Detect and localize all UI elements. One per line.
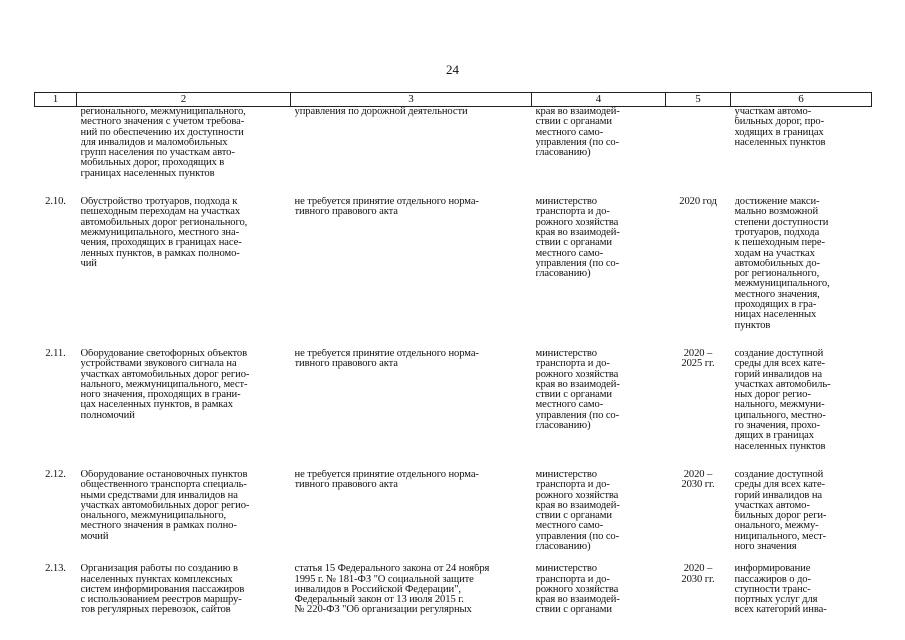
table-row xyxy=(35,196,872,331)
page-number: 24 xyxy=(446,62,459,77)
row-spacer xyxy=(35,552,872,563)
row-number: 2.12. xyxy=(45,469,66,480)
table-header-row xyxy=(35,93,872,107)
expected-result: создание доступной среды для всех кате- горий инвалидов на участках автомо- бильных дорог реги- онального, межму- ниципального, мест- ного значения xyxy=(734,469,827,552)
column-header: 6 xyxy=(731,93,872,107)
measure-name: Оборудование светофорных объектов устройствами звукового сигнала на участках автомобильных дорог регио- нального, межмуниципального, мест- ного значения, проходящих в грани- цах населенных пунктов, в рамках полномочий xyxy=(80,348,250,421)
responsible-executor: министерство транспорта и до- рожного хозяйства края во взаимодей- ствии с органами местного само- управления (по со- гласованию) xyxy=(535,348,620,432)
column-header: 2 xyxy=(77,93,291,107)
implementation-term: 2020 – 2025 гг. xyxy=(681,348,715,370)
column-header: 4 xyxy=(532,93,666,107)
column-header: 1 xyxy=(35,93,77,107)
responsible-executor: министерство транспорта и до- рожного хозяйства края во взаимодей- ствии с органами местного само- управления (по со- гласованию) xyxy=(535,469,620,552)
responsible-executor: края во взаимодей- ствии с органами местного само- управления (по со- гласованию) xyxy=(535,107,620,159)
legal-basis: не требуется принятие отдельного норма- тивного правового акта xyxy=(294,197,479,218)
table-row xyxy=(35,348,872,452)
row-spacer-cell xyxy=(35,452,872,469)
legal-basis: не требуется принятие отдельного норма- тивного правового акта xyxy=(294,348,479,370)
measure-name: Обустройство тротуаров, подхода к пешеходным переходам на участках автомобильных дорог регионального, межмуниципального, местного зна- чения, проходящих в границах насе- ленных пунктов, в рамках полномо- чий xyxy=(80,197,248,269)
row-number: 2.11. xyxy=(45,348,66,359)
table-body xyxy=(35,107,872,616)
implementation-term: 2020 – 2030 гг. xyxy=(681,564,715,585)
legal-basis: не требуется принятие отдельного норма- тивного правового акта xyxy=(294,469,479,491)
expected-result: информирование пассажиров о до- ступности транс- портных услуг для всех категорий инва- xyxy=(734,564,827,616)
row-spacer-cell xyxy=(35,552,872,563)
responsible-executor: министерство транспорта и до- рожного хозяйства края во взаимодей- ствии с органами местного само- управления (по со- гласованию) xyxy=(535,197,620,280)
legal-basis: управления по дорожной деятельности xyxy=(294,107,468,117)
table-row xyxy=(35,469,872,552)
expected-result: достижение макси- мально возможной степени доступности тротуаров, подхода к пешеходным пере- ходам на участках автомобильных до- рог регионального, межмуниципального, местного значения, проходящих в гра- ницах населенных пунктов xyxy=(734,197,830,331)
table-row xyxy=(35,107,872,180)
row-spacer-cell xyxy=(35,331,872,348)
implementation-term: 2020 год xyxy=(679,197,717,208)
row-spacer xyxy=(35,331,872,348)
row-spacer xyxy=(35,179,872,196)
legal-basis: статья 15 Федерального закона от 24 ноября 1995 г. № 181-ФЗ "О социальной защите инвалидов в Российской Федерации", Федеральный закон от 13 июля 2015 г. № 220-ФЗ "Об организации регулярных xyxy=(294,564,490,616)
row-number: 2.10. xyxy=(45,197,66,208)
column-header: 3 xyxy=(291,93,532,107)
row-spacer xyxy=(35,452,872,469)
column-header: 5 xyxy=(666,93,731,107)
row-spacer-cell xyxy=(35,179,872,196)
responsible-executor: министерство транспорта и до- рожного хозяйства края во взаимодей- ствии с органами xyxy=(535,564,620,616)
row-number xyxy=(35,107,77,180)
row-number: 2.13. xyxy=(45,564,66,575)
implementation-term: 2020 – 2030 гг. xyxy=(681,469,715,491)
expected-result: участкам автомо- бильных дорог, про- ходящих в границах населенных пунктов xyxy=(734,107,826,148)
expected-result: создание доступной среды для всех кате- горий инвалидов на участках автомобиль- ных дорог регио- нального, межмуни- ципального, местно- го значения, прохо- дящих в границах населенных пунктов xyxy=(734,348,831,452)
measures-table xyxy=(34,92,872,616)
measure-name: регионального, межмуниципального, местного значения с учетом требова- ний по обеспечению их доступности для инвалидов и маломобильных групп населения по участкам авто- мобильных дорог, проходящих в границах населенных пунктов xyxy=(80,107,246,179)
implementation-term xyxy=(666,107,731,180)
measure-name: Организация работы по созданию в населенных пунктах комплексных систем информирования пассажиров с использованием реестров маршру- тов регулярных перевозок, сайтов xyxy=(80,564,245,616)
measure-name: Оборудование остановочных пунктов общественного транспорта специаль- ными средствами для инвалидов на участках автомобильных дорог регио- онального, межмуниципального, местного значения в рамках полно- мочий xyxy=(80,469,250,542)
table-row xyxy=(35,563,872,615)
